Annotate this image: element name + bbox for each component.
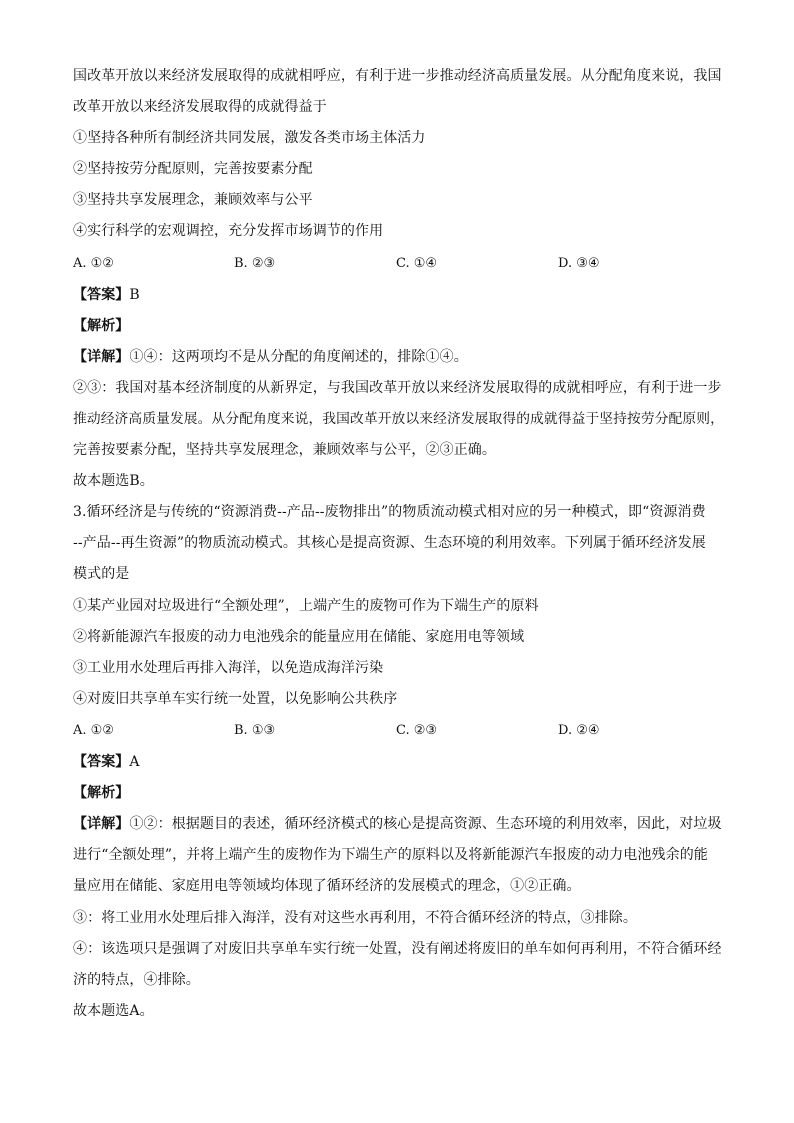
question-2-answer bbox=[73, 285, 733, 305]
question-3-detail-line-5: ④：该选项只是强调了对废旧共享单车实行统一处置，没有阐述将废旧的单车如何再利用，不符合循环经 bbox=[73, 941, 722, 957]
question-2-detail-line-4: 完善按要素分配，坚持共享发展理念，兼顾效率与公平，②③正确。 bbox=[73, 442, 496, 458]
analysis-tag: 【解析】 bbox=[73, 318, 130, 334]
question-3-answer bbox=[73, 752, 733, 772]
question-3-conclusion: 故本题选A。 bbox=[73, 1003, 154, 1019]
answer-tag: 【答案】 bbox=[73, 287, 130, 303]
answer-tag: 【答案】 bbox=[73, 754, 130, 770]
question-2-option-c: C. ①④ bbox=[396, 256, 438, 271]
question-3-text-line-2: --产品--再生资源”的物质流动模式。其核心是提高资源、生态环境的利用效率。下列属于循环经济发展 bbox=[73, 535, 706, 551]
question-2-text-line-2: 改革开放以来经济发展取得的成就得益于 bbox=[73, 99, 327, 115]
question-3-text-line-3: 模式的是 bbox=[73, 566, 130, 582]
question-3-analysis-heading bbox=[73, 783, 733, 803]
question-3-statement-1: ①某产业园对垃圾进行“全额处理”，上端产生的废物可作为下端生产的原料 bbox=[73, 598, 539, 614]
question-2-detail-line-2: ②③：我国对基本经济制度的从新界定，与我国改革开放以来经济发展取得的成就相呼应，有利于进一步 bbox=[73, 380, 722, 396]
question-2-statement-1: ①坚持各种所有制经济共同发展，激发各类市场主体活力 bbox=[73, 130, 426, 146]
answer-value: B bbox=[129, 287, 140, 303]
question-2-statement-2: ②坚持按劳分配原则，完善按要素分配 bbox=[73, 161, 313, 177]
question-2-detail-line-3: 推动经济高质量发展。从分配角度来说，我国改革开放以来经济发展取得的成就得益于坚持按劳分配原则， bbox=[73, 411, 724, 427]
question-2-statement-3: ③坚持共享发展理念，兼顾效率与公平 bbox=[73, 192, 313, 208]
question-3-option-c: C. ②③ bbox=[396, 723, 438, 738]
question-3-option-a: A. ①② bbox=[73, 723, 114, 738]
question-3-text-line-1: 3.循环经济是与传统的“资源消费--产品--废物排出”的物质流动模式相对应的另一种模式，即“资源消费 bbox=[73, 504, 706, 520]
question-2-option-d: D. ③④ bbox=[558, 256, 600, 271]
question-3-detail-line-4: ③：将工业用水处理后排入海洋，没有对这些水再利用，不符合循环经济的特点，③排除。 bbox=[73, 910, 637, 926]
question-3-option-d: D. ②④ bbox=[558, 723, 600, 738]
question-3-option-b: B. ①③ bbox=[234, 723, 276, 738]
detail-tag: 【详解】 bbox=[73, 816, 130, 832]
analysis-tag: 【解析】 bbox=[73, 785, 130, 801]
question-3-statement-3: ③工业用水处理后再排入海洋，以免造成海洋污染 bbox=[73, 660, 384, 676]
question-2-analysis-heading bbox=[73, 316, 733, 336]
question-3-detail-line-2: 进行“全额处理”，并将上端产生的废物作为下端生产的原料以及将新能源汽车报废的动力电池残余的能 bbox=[73, 847, 708, 863]
detail-text: ①②：根据题目的表述，循环经济模式的核心是提高资源、生态环境的利用效率，因此，对垃圾 bbox=[129, 816, 722, 832]
question-3-statement-2: ②将新能源汽车报废的动力电池残余的能量应用在储能、家庭用电等领域 bbox=[73, 629, 525, 645]
answer-value: A bbox=[129, 754, 140, 770]
detail-text: ①④：这两项均不是从分配的角度阐述的，排除①④。 bbox=[129, 349, 468, 365]
detail-tag: 【详解】 bbox=[73, 349, 130, 365]
question-2-option-a: A. ①② bbox=[73, 256, 114, 271]
question-2-text-line-1: 国改革开放以来经济发展取得的成就相呼应，有利于进一步推动经济高质量发展。从分配角度来说，我国 bbox=[73, 68, 722, 84]
question-2-conclusion: 故本题选B。 bbox=[73, 473, 154, 489]
question-3-statement-4: ④对废旧共享单车实行统一处置，以免影响公共秩序 bbox=[73, 691, 398, 707]
question-3-detail-line-6: 济的特点，④排除。 bbox=[73, 972, 200, 988]
question-2-detail-line-1 bbox=[73, 347, 733, 367]
question-2-statement-4: ④实行科学的宏观调控，充分发挥市场调节的作用 bbox=[73, 223, 384, 239]
question-3-detail-line-1 bbox=[73, 814, 733, 834]
question-2-option-b: B. ②③ bbox=[234, 256, 276, 271]
question-3-detail-line-3: 量应用在储能、家庭用电等领域均体现了循环经济的发展模式的理念，①②正确。 bbox=[73, 878, 581, 894]
